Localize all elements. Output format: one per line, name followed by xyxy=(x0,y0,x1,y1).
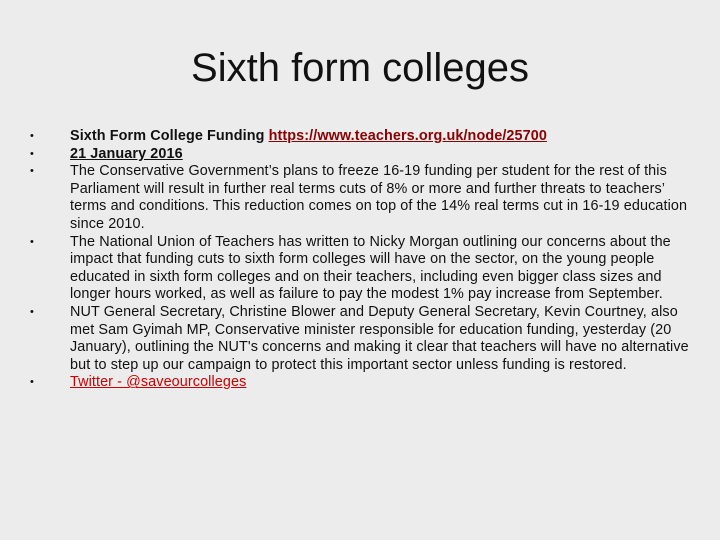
bullet-icon: • xyxy=(30,235,34,248)
nut-letter-text: The National Union of Teachers has written to Nicky Morgan outlining our concerns about the impact that funding cuts to sixth form colleges will have on the sector, on the young people educated in sixth form colleges and on their teachers, including even bigger class sizes and longer hours worked, as well as failure to pay the modest 1% pay increase from September. xyxy=(70,233,671,303)
date-text: 21 January 2016 xyxy=(70,145,183,162)
bullet-icon: • xyxy=(30,130,34,142)
bullet-funding-freeze xyxy=(30,163,690,233)
twitter-link[interactable]: Twitter - @saveourcolleges xyxy=(70,374,247,391)
bullet-icon: • xyxy=(30,305,34,318)
teachers-org-link[interactable]: https://www.teachers.org.uk/node/25700 xyxy=(268,128,547,144)
bullet-funding-link xyxy=(30,128,690,146)
bullet-date xyxy=(30,146,690,164)
nut-meeting-text: NUT General Secretary, Christine Blower and Deputy General Secretary, Kevin Courtney, also met Sam Gyimah MP, Conservative minister responsible for education funding, yesterday (20 January), outlining the NUT's concerns and making it clear that teachers will have no alternative but to step up our campaign to protect this important sector unless funding is restored. xyxy=(70,303,689,373)
bullet-icon: • xyxy=(30,165,34,178)
bullet-list xyxy=(30,128,690,392)
funding-freeze-text: The Conservative Government’s plans to freeze 16-19 funding per student for the rest of this Parliament will result in further real terms cuts of 8% or more and further threats to teachers’ terms and conditions. This reduction comes on top of the 14% real terms cut in 16-19 education since 2010. xyxy=(70,163,688,232)
bullet-funding-label: Sixth Form College Funding xyxy=(70,128,269,144)
bullet-twitter xyxy=(30,374,690,392)
slide-title: Sixth form colleges xyxy=(191,46,529,90)
bullet-nut-letter xyxy=(30,234,690,304)
bullet-nut-meeting xyxy=(30,304,690,374)
bullet-icon: • xyxy=(30,147,34,160)
bullet-icon: • xyxy=(30,376,34,389)
